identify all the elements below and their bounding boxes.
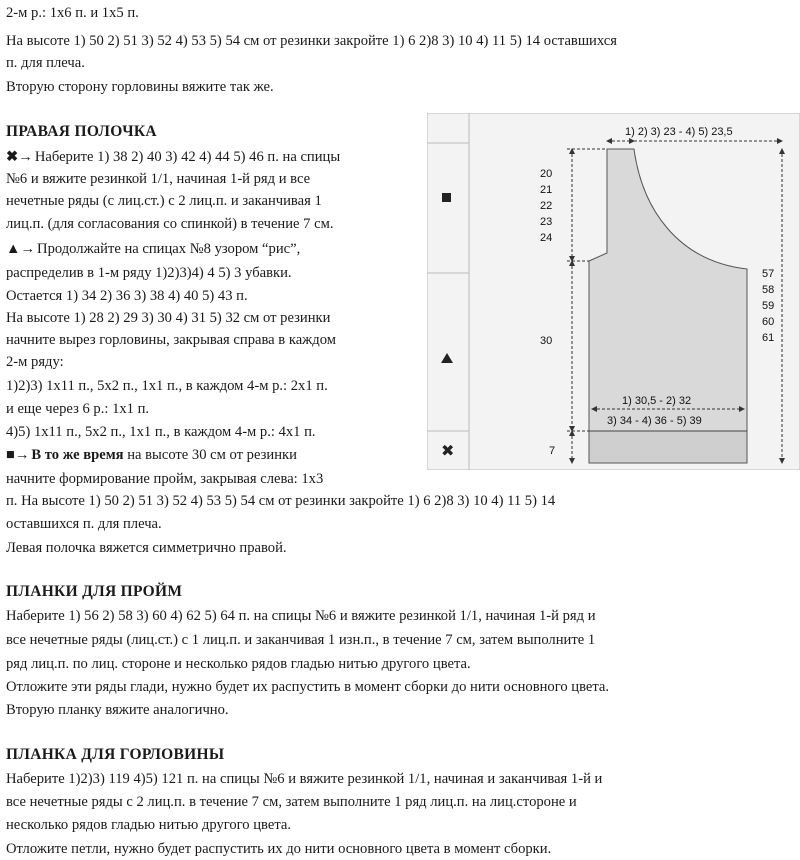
bottom-width-label-1: 1) 30,5 - 2) 32 bbox=[622, 395, 692, 407]
text: Наберите 1) 38 2) 40 3) 42 4) 44 5) 46 п. на спицы bbox=[34, 149, 341, 165]
cross-icon: ✖→ bbox=[6, 149, 33, 165]
right-front-line-16: п. На высоте 1) 50 2) 51 3) 52 4) 53 5) 54 см от резинки закройте 1) 6 2)8 3) 10 4) 11 5) 14 bbox=[6, 493, 556, 509]
text: Продолжайте на спицах №8 узором “рис”, bbox=[37, 241, 301, 257]
cross-icon: ✖ bbox=[441, 443, 455, 460]
neck-line-4: Отложите петли, нужно будет распустить их до нити основного цвета в момент сборки. bbox=[6, 841, 552, 857]
right-front-line-1 bbox=[6, 148, 340, 168]
top-line-1: 2-м р.: 1х6 п. и 1х5 п. bbox=[6, 5, 139, 21]
right-front-line-17: оставшихся п. для плеча. bbox=[6, 516, 162, 532]
armhole-height-value: 22 bbox=[540, 200, 553, 212]
square-icon bbox=[442, 193, 451, 202]
armhole-height-value: 24 bbox=[540, 232, 553, 244]
right-front-line-4: лиц.п. (для согласования со спинкой) в течение 7 см. bbox=[6, 216, 334, 232]
armhole-line-5: Вторую планку вяжите аналогично. bbox=[6, 702, 229, 718]
right-front-line-13: 4)5) 1х11 п., 5х2 п., 1х1 п., в каждом 4-м р.: 4х1 п. bbox=[6, 424, 316, 440]
rib-band bbox=[589, 431, 747, 463]
right-front-line-2: №6 и вяжите резинкой 1/1, начиная 1-й ряд и все bbox=[6, 171, 311, 187]
right-front-line-5 bbox=[6, 240, 300, 260]
top-line-3: п. для плеча. bbox=[6, 55, 85, 71]
neck-line-2: все нечетные ряды с 2 лиц.п. в течение 7 см, затем выполните 1 ряд лиц.п. на лиц.стороне и bbox=[6, 794, 577, 810]
triangle-icon: ▲→ bbox=[6, 241, 36, 257]
armhole-heading: ПЛАНКИ ДЛЯ ПРОЙМ bbox=[6, 583, 183, 600]
rib-height-value: 7 bbox=[549, 445, 556, 457]
right-front-line-10: 2-м ряду: bbox=[6, 354, 64, 370]
total-height-value: 58 bbox=[762, 284, 775, 296]
top-line-4: Вторую сторону горловины вяжите так же. bbox=[6, 79, 274, 95]
right-front-line-8: На высоте 1) 28 2) 29 3) 30 4) 31 5) 32 см от резинки bbox=[6, 310, 331, 326]
armhole-line-1: Наберите 1) 56 2) 58 3) 60 4) 62 5) 64 п. на спицы №6 и вяжите резинкой 1/1, начиная 1-й ряд и bbox=[6, 608, 596, 624]
right-front-heading: ПРАВАЯ ПОЛОЧКА bbox=[6, 123, 157, 140]
right-front-line-15: начните формирование пройм, закрывая слева: 1х3 bbox=[6, 471, 324, 487]
total-height-value: 61 bbox=[762, 332, 775, 344]
right-front-line-12: и еще через 6 р.: 1х1 п. bbox=[6, 401, 150, 417]
text: на высоте 30 см от резинки bbox=[123, 447, 297, 463]
total-height-value: 60 bbox=[762, 316, 775, 328]
bottom-width-label-2: 3) 34 - 4) 36 - 5) 39 bbox=[607, 415, 702, 427]
front-piece-schematic bbox=[427, 113, 800, 470]
armhole-line-3: ряд лиц.п. по лиц. стороне и несколько рядов гладью нитью другого цвета. bbox=[6, 656, 471, 672]
emphasis: В то же время bbox=[31, 447, 124, 463]
armhole-line-2: все нечетные ряды (лиц.ст.) с 1 лиц.п. и заканчивая 1 изн.п., в течение 7 см, затем выполните 1 bbox=[6, 632, 596, 648]
armhole-height-value: 23 bbox=[540, 216, 553, 228]
right-front-line-14 bbox=[6, 446, 297, 466]
armhole-height-value: 21 bbox=[540, 184, 553, 196]
neck-line-1: Наберите 1)2)3) 119 4)5) 121 п. на спицы №6 и вяжите резинкой 1/1, начиная и заканчивая 1-й и bbox=[6, 771, 603, 787]
armhole-line-4: Отложите эти ряды глади, нужно будет их распустить в момент сборки до нити основного цвета. bbox=[6, 679, 610, 695]
right-front-line-9: начните вырез горловины, закрывая справа в каждом bbox=[6, 332, 336, 348]
total-height-value: 57 bbox=[762, 268, 775, 280]
top-width-label: 1) 2) 3) 23 - 4) 5) 23,5 bbox=[625, 126, 733, 138]
square-icon: ■→ bbox=[6, 447, 30, 463]
right-front-line-6: распределив в 1-м ряду 1)2)3)4) 4 5) 3 убавки. bbox=[6, 265, 292, 281]
right-front-line-11: 1)2)3) 1х11 п., 5х2 п., 1х1 п., в каждом 4-м р.: 2х1 п. bbox=[6, 378, 328, 394]
right-front-line-7: Остается 1) 34 2) 36 3) 38 4) 40 5) 43 п. bbox=[6, 288, 248, 304]
neck-line-3: несколько рядов гладью нитью другого цвета. bbox=[6, 817, 292, 833]
total-height-value: 59 bbox=[762, 300, 775, 312]
right-front-line-18: Левая полочка вяжется симметрично правой. bbox=[6, 540, 287, 556]
body-height-value: 30 bbox=[540, 335, 553, 347]
top-line-2: На высоте 1) 50 2) 51 3) 52 4) 53 5) 54 см от резинки закройте 1) 6 2)8 3) 10 4) 11 5) 14 оставшихся bbox=[6, 33, 617, 49]
armhole-height-value: 20 bbox=[540, 168, 553, 180]
right-front-line-3: нечетные ряды (с лиц.ст.) с 2 лиц.п. и заканчивая 1 bbox=[6, 193, 322, 209]
neck-heading: ПЛАНКА ДЛЯ ГОРЛОВИНЫ bbox=[6, 746, 225, 763]
